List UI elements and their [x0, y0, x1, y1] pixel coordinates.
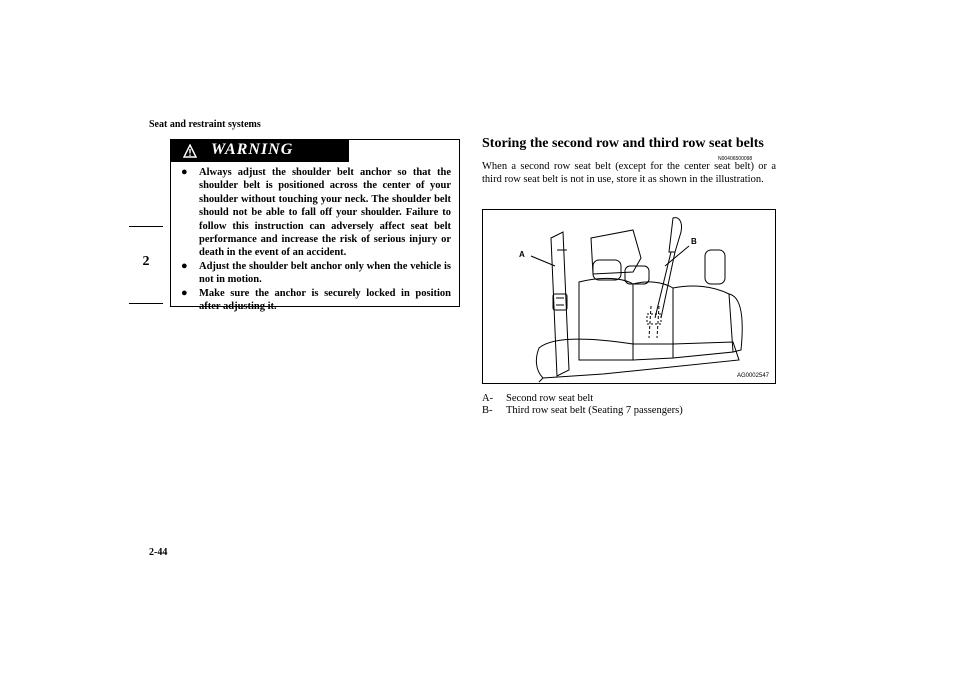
warning-item: [171, 287, 459, 314]
rear-seat-drawing: [483, 210, 777, 385]
legend-row: [482, 393, 683, 405]
running-header: Seat and restraint systems: [149, 119, 261, 130]
warning-item: [171, 260, 459, 287]
warning-title: WARNING: [211, 141, 294, 158]
section-title: Storing the second row and third row seat belts: [482, 136, 764, 151]
legend-key: A-: [482, 393, 494, 404]
bullet-icon: ●: [181, 286, 188, 299]
bullet-icon: ●: [181, 259, 188, 272]
figure-code: AG0002547: [736, 373, 769, 379]
warning-triangle-icon: [183, 144, 197, 158]
warning-banner: [171, 140, 349, 162]
warning-list: [171, 166, 459, 313]
legend-text: Third row seat belt (Seating 7 passengers): [506, 405, 683, 416]
legend-text: Second row seat belt: [506, 393, 594, 404]
bullet-icon: ●: [181, 166, 188, 178]
figure-legend: [482, 393, 683, 417]
label-a: A: [519, 250, 525, 259]
warning-item-text: Make sure the anchor is securely locked in position after adjusting it.: [199, 287, 451, 313]
legend-row: [482, 405, 683, 417]
warning-box: [170, 139, 460, 313]
warning-item: [171, 166, 459, 260]
page-number: 2-44: [149, 547, 168, 558]
section-id: N00406500098: [718, 156, 753, 162]
warning-item-text: Always adjust the shoulder belt anchor so that the shoulder belt is positioned across the center of your shoulder without touching your neck. The shoulder belt should not be able to fall off your shoulder. Failure to follow this instruction can adversely affect seat belt performance and increase the risk of serious injury or death in the event of an accident.: [199, 167, 451, 259]
body-paragraph: When a second row seat belt (except for the center seat belt) or a third row seat belt is not in use, store it as shown in the illustration.: [482, 161, 776, 185]
seat-belt-illustration: [482, 209, 776, 384]
chapter-number: 2: [142, 254, 150, 269]
label-b: B: [691, 237, 697, 246]
legend-key: B-: [482, 405, 493, 416]
warning-item-text: Adjust the shoulder belt anchor only when the vehicle is not in motion.: [199, 260, 451, 286]
chapter-tab: [129, 226, 163, 304]
